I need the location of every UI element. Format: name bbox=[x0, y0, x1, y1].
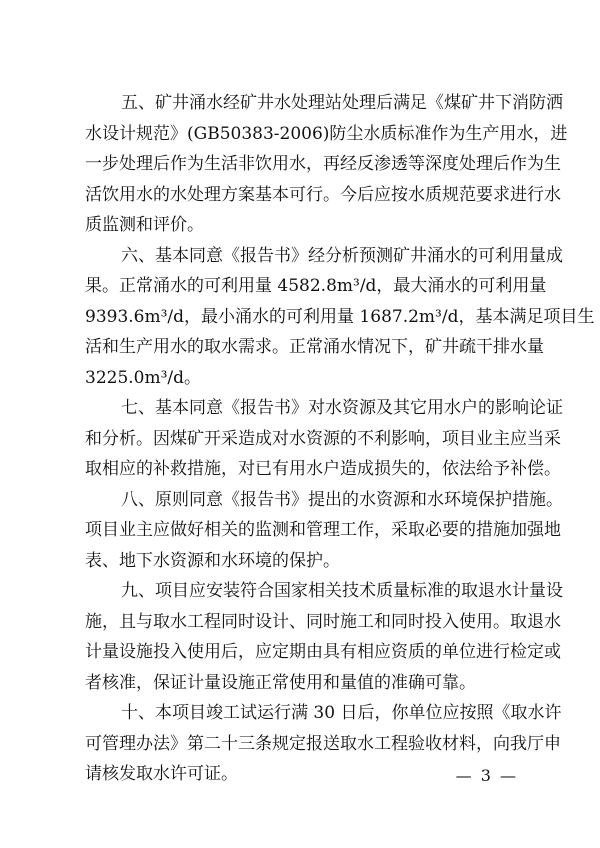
paragraph-line: 九、项目应安装符合国家相关技术质量标准的取退水计量设 bbox=[121, 581, 563, 601]
paragraph-line: 八、原则同意《报告书》提出的水资源和水环境保护措施。 bbox=[121, 489, 563, 510]
paragraph-line: 9393.6m³/d，最小涌水的可利用量 1687.2m³/d，基本满足项目生 bbox=[85, 306, 595, 327]
paragraph-line: 取相应的补救措施，对已有用水户造成损失的，依法给予补偿。 bbox=[85, 459, 561, 479]
paragraph-p8 bbox=[85, 485, 563, 577]
paragraph-line: 请核发取水许可证。 bbox=[85, 764, 238, 784]
paragraph-line: 者核准，保证计量设施正常使用和量值的准确可靠。 bbox=[85, 672, 476, 693]
paragraph-line: 果。正常涌水的可利用量 4582.8m³/d，最大涌水的可利用量 bbox=[85, 276, 547, 296]
paragraph-line: 施，且与取水工程同时设计、同时施工和同时投入使用。取退水 bbox=[85, 611, 561, 632]
paragraph-line: 质监测和评价。 bbox=[85, 215, 204, 235]
paragraph-line: 活和生产用水的取水需求。正常涌水情况下，矿井疏干排水量 bbox=[85, 337, 544, 357]
paragraph-p9 bbox=[85, 576, 563, 698]
paragraph-line: 五、矿井涌水经矿井水处理站处理后满足《煤矿井下消防洒 bbox=[121, 93, 563, 113]
paragraph-line: 活饮用水的水处理方案基本可行。今后应按水质规范要求进行水 bbox=[85, 184, 561, 205]
paragraph-line: 项目业主应做好相关的监测和管理工作，采取必要的措施加强地 bbox=[85, 520, 561, 540]
paragraph-line: 六、基本同意《报告书》经分析预测矿井涌水的可利用量成 bbox=[121, 245, 563, 266]
paragraph-line: 3225.0m³/d。 bbox=[85, 367, 202, 388]
paragraph-line: 水设计规范》(GB50383-2006)防尘水质标准作为生产用水，进 bbox=[85, 123, 568, 144]
paragraph-line: 十、本项目竣工试运行满 30 日后，你单位应按照《取水许 bbox=[121, 703, 562, 723]
document-body bbox=[85, 88, 595, 790]
paragraph-p6 bbox=[85, 241, 595, 394]
paragraph-line: 计量设施投入使用后，应定期由具有相应资质的单位进行检定或 bbox=[85, 642, 561, 662]
paragraph-line: 一步处理后作为生活非饮用水，再经反渗透等深度处理后作为生 bbox=[85, 154, 561, 174]
paragraph-p5 bbox=[85, 88, 568, 241]
paragraph-line: 七、基本同意《报告书》对水资源及其它用水户的影响论证 bbox=[121, 398, 563, 418]
paragraph-line: 可管理办法》第二十三条规定报送取水工程验收材料，向我厅申 bbox=[85, 733, 561, 754]
paragraph-line: 和分析。因煤矿开采造成对水资源的不利影响，项目业主应当采 bbox=[85, 428, 561, 449]
page-number: — 3 — bbox=[455, 766, 518, 785]
paragraph-p7 bbox=[85, 393, 563, 485]
paragraph-line: 表、地下水资源和水环境的保护。 bbox=[85, 550, 340, 571]
